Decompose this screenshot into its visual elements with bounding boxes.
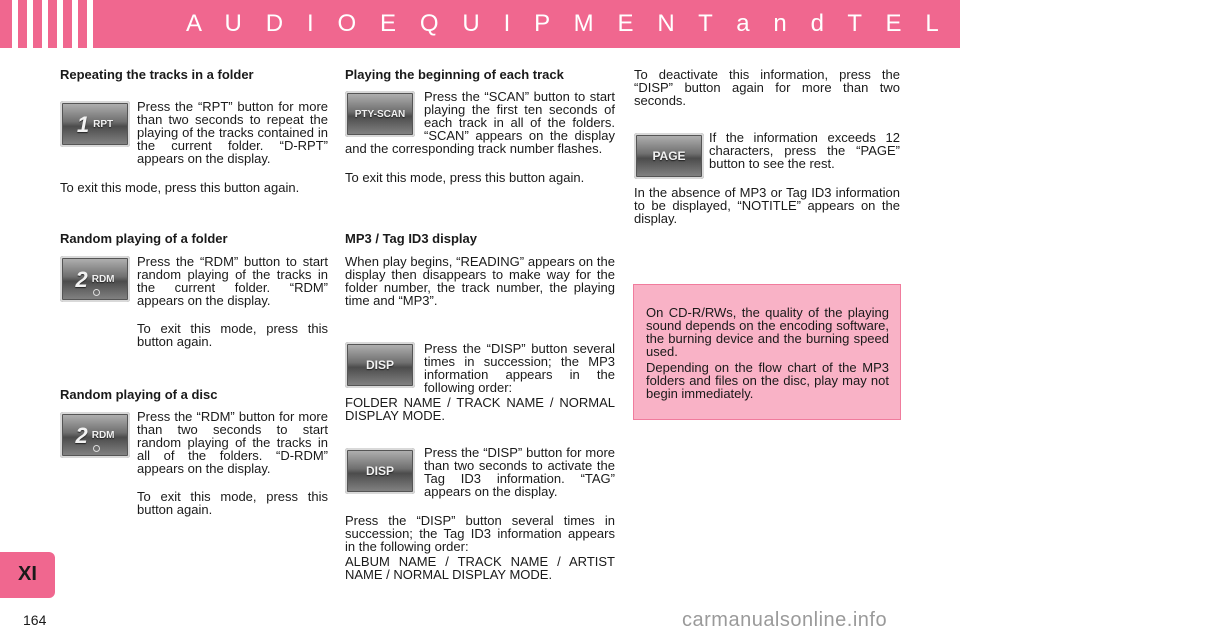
repeat-folder-exit-text: To exit this mode, press this button again. bbox=[60, 180, 300, 195]
disp-mp3-text: Press the “DISP” button several times in succession; the MP3 information appears in the following order: bbox=[424, 341, 615, 395]
page-button-icon: PAGE bbox=[634, 133, 704, 179]
header-stripes bbox=[12, 0, 102, 48]
page-header bbox=[0, 0, 1217, 48]
tag-order-text: ALBUM NAME / TRACK NAME / ARTIST NAME / NORMAL DISPLAY MODE. bbox=[345, 554, 615, 582]
watermark: carmanualsonline.info bbox=[682, 609, 888, 631]
pty-scan-button-icon: PTY-SCAN bbox=[345, 91, 415, 137]
chapter-tab bbox=[0, 552, 55, 598]
note-text-2: Depending on the flow chart of the MP3 folders and files on the disc, play may not begin immediately. bbox=[646, 360, 889, 401]
random-folder-text: Press the “RDM” button to start random playing of the tracks in the current folder. “RDM” appears on the display. bbox=[137, 254, 328, 308]
deactivate-text: To deactivate this information, press the “DISP” button again for more than two seconds. bbox=[634, 67, 900, 108]
random-disc-text: Press the “RDM” button for more than two seconds to start random playing of the tracks in all of the folders. “D-RDM” appears on the display. bbox=[137, 409, 328, 476]
note-text-1: On CD-R/RWs, the quality of the playing sound depends on the encoding software, the burning device and the burning speed used. bbox=[646, 305, 889, 359]
disp-button-icon-2: DISP bbox=[345, 448, 415, 494]
rdm-button-icon: 2 RDM bbox=[60, 256, 130, 302]
chapter-tab-label: XI bbox=[18, 563, 37, 585]
rdm-button-icon-2: 2 RDM bbox=[60, 412, 130, 458]
tag-order-intro-text: Press the “DISP” button several times in succession; the Tag ID3 information appears in the following order: bbox=[345, 513, 615, 554]
heading-scan: Playing the beginning of each track bbox=[345, 67, 564, 82]
mp3-reading-text: When play begins, “READING” appears on the display then disappears to make way for the folder number, the track number, the playing time and “MP3”. bbox=[345, 254, 615, 308]
notitle-text: In the absence of MP3 or Tag ID3 information to be displayed, “NOTITLE” appears on the display. bbox=[634, 185, 900, 226]
disp-button-icon: DISP bbox=[345, 342, 415, 388]
heading-random-folder: Random playing of a folder bbox=[60, 231, 228, 246]
page-text: If the information exceeds 12 characters, press the “PAGE” button to see the rest. bbox=[709, 130, 900, 171]
random-folder-exit-text: To exit this mode, press this button again. bbox=[137, 321, 328, 349]
heading-repeat-folder: Repeating the tracks in a folder bbox=[60, 67, 254, 82]
disp-tag-text: Press the “DISP” button for more than two seconds to activate the Tag ID3 information. “TAG” appears on the display. bbox=[424, 445, 615, 499]
mp3-order-text: FOLDER NAME / TRACK NAME / NORMAL DISPLAY MODE. bbox=[345, 395, 615, 423]
rpt-button-icon: 1 RPT bbox=[60, 101, 130, 147]
page-title: A U D I O E Q U I P M E N T a n d T E L E M A T I C S bbox=[186, 10, 1217, 37]
repeat-folder-text: Press the “RPT” button for more than two seconds to repeat the playing of the tracks contained in the current folder. “D-RPT” appears on the display. bbox=[137, 99, 328, 166]
random-disc-exit-text: To exit this mode, press this button again. bbox=[137, 489, 328, 517]
heading-random-disc: Random playing of a disc bbox=[60, 387, 218, 402]
page-number: 164 bbox=[23, 612, 47, 628]
scan-text: Press the “SCAN” button to start playing the first ten seconds of each track in all of the folders. “SCAN” appears on the display and the corresponding track number flashes. bbox=[345, 89, 615, 156]
note-box bbox=[633, 284, 901, 420]
heading-mp3-tag: MP3 / Tag ID3 display bbox=[345, 231, 477, 246]
scan-exit-text: To exit this mode, press this button again. bbox=[345, 170, 585, 185]
